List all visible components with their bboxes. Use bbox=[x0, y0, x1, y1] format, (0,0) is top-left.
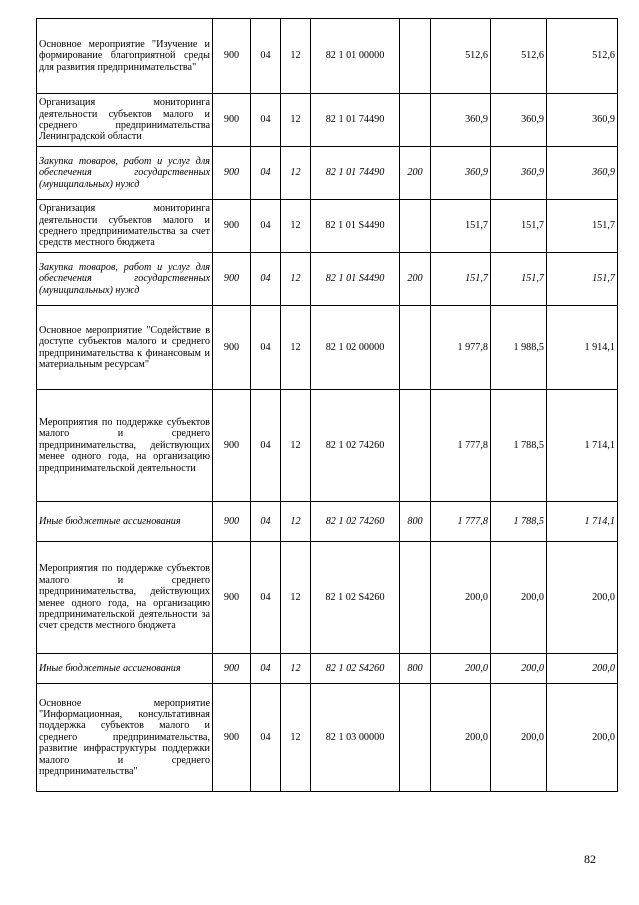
amount-year3-cell: 151,7 bbox=[547, 253, 618, 306]
section-cell: 04 bbox=[251, 306, 281, 390]
amount-year2-cell: 151,7 bbox=[491, 200, 547, 253]
expense-type-cell bbox=[400, 542, 431, 654]
subsection-cell: 12 bbox=[281, 654, 311, 684]
ved-cell: 900 bbox=[213, 502, 251, 542]
amount-year1-cell: 360,9 bbox=[431, 147, 491, 200]
subsection-cell: 12 bbox=[281, 684, 311, 792]
expense-type-cell bbox=[400, 94, 431, 147]
amount-year2-cell: 360,9 bbox=[491, 94, 547, 147]
amount-year2-cell: 360,9 bbox=[491, 147, 547, 200]
subsection-cell: 12 bbox=[281, 147, 311, 200]
ved-cell: 900 bbox=[213, 94, 251, 147]
table-row bbox=[37, 19, 618, 94]
row-name-cell: Закупка товаров, работ и услуг для обеспечения государственных (муниципальных) нужд bbox=[37, 147, 213, 200]
amount-year1-cell: 200,0 bbox=[431, 654, 491, 684]
page-number: 82 bbox=[584, 852, 596, 866]
target-article-cell: 82 1 02 S4260 bbox=[311, 654, 400, 684]
ved-cell: 900 bbox=[213, 542, 251, 654]
amount-year1-cell: 1 777,8 bbox=[431, 502, 491, 542]
table-body bbox=[37, 19, 618, 792]
section-cell: 04 bbox=[251, 390, 281, 502]
row-name-cell: Основное мероприятие "Изучение и формирование благоприятной среды для развития предпринимательства" bbox=[37, 19, 213, 94]
target-article-cell: 82 1 02 74260 bbox=[311, 502, 400, 542]
subsection-cell: 12 bbox=[281, 200, 311, 253]
section-cell: 04 bbox=[251, 253, 281, 306]
table-row bbox=[37, 502, 618, 542]
amount-year1-cell: 200,0 bbox=[431, 542, 491, 654]
table-row bbox=[37, 542, 618, 654]
target-article-cell: 82 1 01 00000 bbox=[311, 19, 400, 94]
subsection-cell: 12 bbox=[281, 253, 311, 306]
table-row bbox=[37, 200, 618, 253]
section-cell: 04 bbox=[251, 147, 281, 200]
subsection-cell: 12 bbox=[281, 94, 311, 147]
amount-year1-cell: 200,0 bbox=[431, 684, 491, 792]
amount-year2-cell: 1 788,5 bbox=[491, 502, 547, 542]
section-cell: 04 bbox=[251, 654, 281, 684]
subsection-cell: 12 bbox=[281, 542, 311, 654]
row-name-cell: Основное мероприятие "Информационная, консультативная поддержка субъектов малого и среднего предпринимательства, развитие инфраструктуры поддержки малого и среднего предпринимательства" bbox=[37, 684, 213, 792]
amount-year3-cell: 1 714,1 bbox=[547, 390, 618, 502]
expense-type-cell bbox=[400, 390, 431, 502]
amount-year2-cell: 200,0 bbox=[491, 542, 547, 654]
target-article-cell: 82 1 03 00000 bbox=[311, 684, 400, 792]
ved-cell: 900 bbox=[213, 390, 251, 502]
section-cell: 04 bbox=[251, 502, 281, 542]
amount-year2-cell: 512,6 bbox=[491, 19, 547, 94]
table-row bbox=[37, 654, 618, 684]
row-name-cell: Организация мониторинга деятельности субъектов малого и среднего предпринимательства Ленинградской области bbox=[37, 94, 213, 147]
target-article-cell: 82 1 02 00000 bbox=[311, 306, 400, 390]
amount-year2-cell: 151,7 bbox=[491, 253, 547, 306]
target-article-cell: 82 1 01 74490 bbox=[311, 147, 400, 200]
subsection-cell: 12 bbox=[281, 502, 311, 542]
amount-year3-cell: 200,0 bbox=[547, 542, 618, 654]
budget-table bbox=[36, 18, 618, 792]
amount-year2-cell: 200,0 bbox=[491, 654, 547, 684]
amount-year3-cell: 200,0 bbox=[547, 684, 618, 792]
table-row bbox=[37, 253, 618, 306]
ved-cell: 900 bbox=[213, 684, 251, 792]
expense-type-cell: 800 bbox=[400, 654, 431, 684]
section-cell: 04 bbox=[251, 19, 281, 94]
amount-year3-cell: 512,6 bbox=[547, 19, 618, 94]
table-row bbox=[37, 147, 618, 200]
ved-cell: 900 bbox=[213, 200, 251, 253]
amount-year2-cell: 1 788,5 bbox=[491, 390, 547, 502]
row-name-cell: Организация мониторинга деятельности субъектов малого и среднего предпринимательства за счет средств местного бюджета bbox=[37, 200, 213, 253]
amount-year1-cell: 360,9 bbox=[431, 94, 491, 147]
amount-year2-cell: 1 988,5 bbox=[491, 306, 547, 390]
amount-year3-cell: 200,0 bbox=[547, 654, 618, 684]
subsection-cell: 12 bbox=[281, 19, 311, 94]
amount-year3-cell: 360,9 bbox=[547, 94, 618, 147]
expense-type-cell: 200 bbox=[400, 253, 431, 306]
target-article-cell: 82 1 01 S4490 bbox=[311, 253, 400, 306]
expense-type-cell bbox=[400, 200, 431, 253]
amount-year3-cell: 1 714,1 bbox=[547, 502, 618, 542]
row-name-cell: Иные бюджетные ассигнования bbox=[37, 654, 213, 684]
amount-year3-cell: 1 914,1 bbox=[547, 306, 618, 390]
expense-type-cell bbox=[400, 684, 431, 792]
row-name-cell: Иные бюджетные ассигнования bbox=[37, 502, 213, 542]
table-row bbox=[37, 684, 618, 792]
expense-type-cell: 800 bbox=[400, 502, 431, 542]
section-cell: 04 bbox=[251, 542, 281, 654]
section-cell: 04 bbox=[251, 684, 281, 792]
ved-cell: 900 bbox=[213, 654, 251, 684]
target-article-cell: 82 1 01 S4490 bbox=[311, 200, 400, 253]
subsection-cell: 12 bbox=[281, 306, 311, 390]
amount-year3-cell: 360,9 bbox=[547, 147, 618, 200]
amount-year1-cell: 151,7 bbox=[431, 253, 491, 306]
row-name-cell: Мероприятия по поддержке субъектов малого и среднего предпринимательства, действующих менее одного года, на организацию предпринимательской деятельности за счет средств местного бюджета bbox=[37, 542, 213, 654]
amount-year1-cell: 151,7 bbox=[431, 200, 491, 253]
expense-type-cell bbox=[400, 306, 431, 390]
row-name-cell: Мероприятия по поддержке субъектов малого и среднего предпринимательства, действующих менее одного года, на организацию предпринимательской деятельности bbox=[37, 390, 213, 502]
table-row bbox=[37, 390, 618, 502]
table-row bbox=[37, 94, 618, 147]
section-cell: 04 bbox=[251, 94, 281, 147]
amount-year1-cell: 1 977,8 bbox=[431, 306, 491, 390]
ved-cell: 900 bbox=[213, 253, 251, 306]
row-name-cell: Основное мероприятие "Содействие в доступе субъектов малого и среднего предпринимательства к финансовым и материальным ресурсам" bbox=[37, 306, 213, 390]
expense-type-cell: 200 bbox=[400, 147, 431, 200]
ved-cell: 900 bbox=[213, 147, 251, 200]
amount-year2-cell: 200,0 bbox=[491, 684, 547, 792]
amount-year1-cell: 1 777,8 bbox=[431, 390, 491, 502]
ved-cell: 900 bbox=[213, 19, 251, 94]
amount-year3-cell: 151,7 bbox=[547, 200, 618, 253]
target-article-cell: 82 1 02 S4260 bbox=[311, 542, 400, 654]
subsection-cell: 12 bbox=[281, 390, 311, 502]
row-name-cell: Закупка товаров, работ и услуг для обеспечения государственных (муниципальных) нужд bbox=[37, 253, 213, 306]
amount-year1-cell: 512,6 bbox=[431, 19, 491, 94]
expense-type-cell bbox=[400, 19, 431, 94]
section-cell: 04 bbox=[251, 200, 281, 253]
table-row bbox=[37, 306, 618, 390]
target-article-cell: 82 1 01 74490 bbox=[311, 94, 400, 147]
target-article-cell: 82 1 02 74260 bbox=[311, 390, 400, 502]
ved-cell: 900 bbox=[213, 306, 251, 390]
